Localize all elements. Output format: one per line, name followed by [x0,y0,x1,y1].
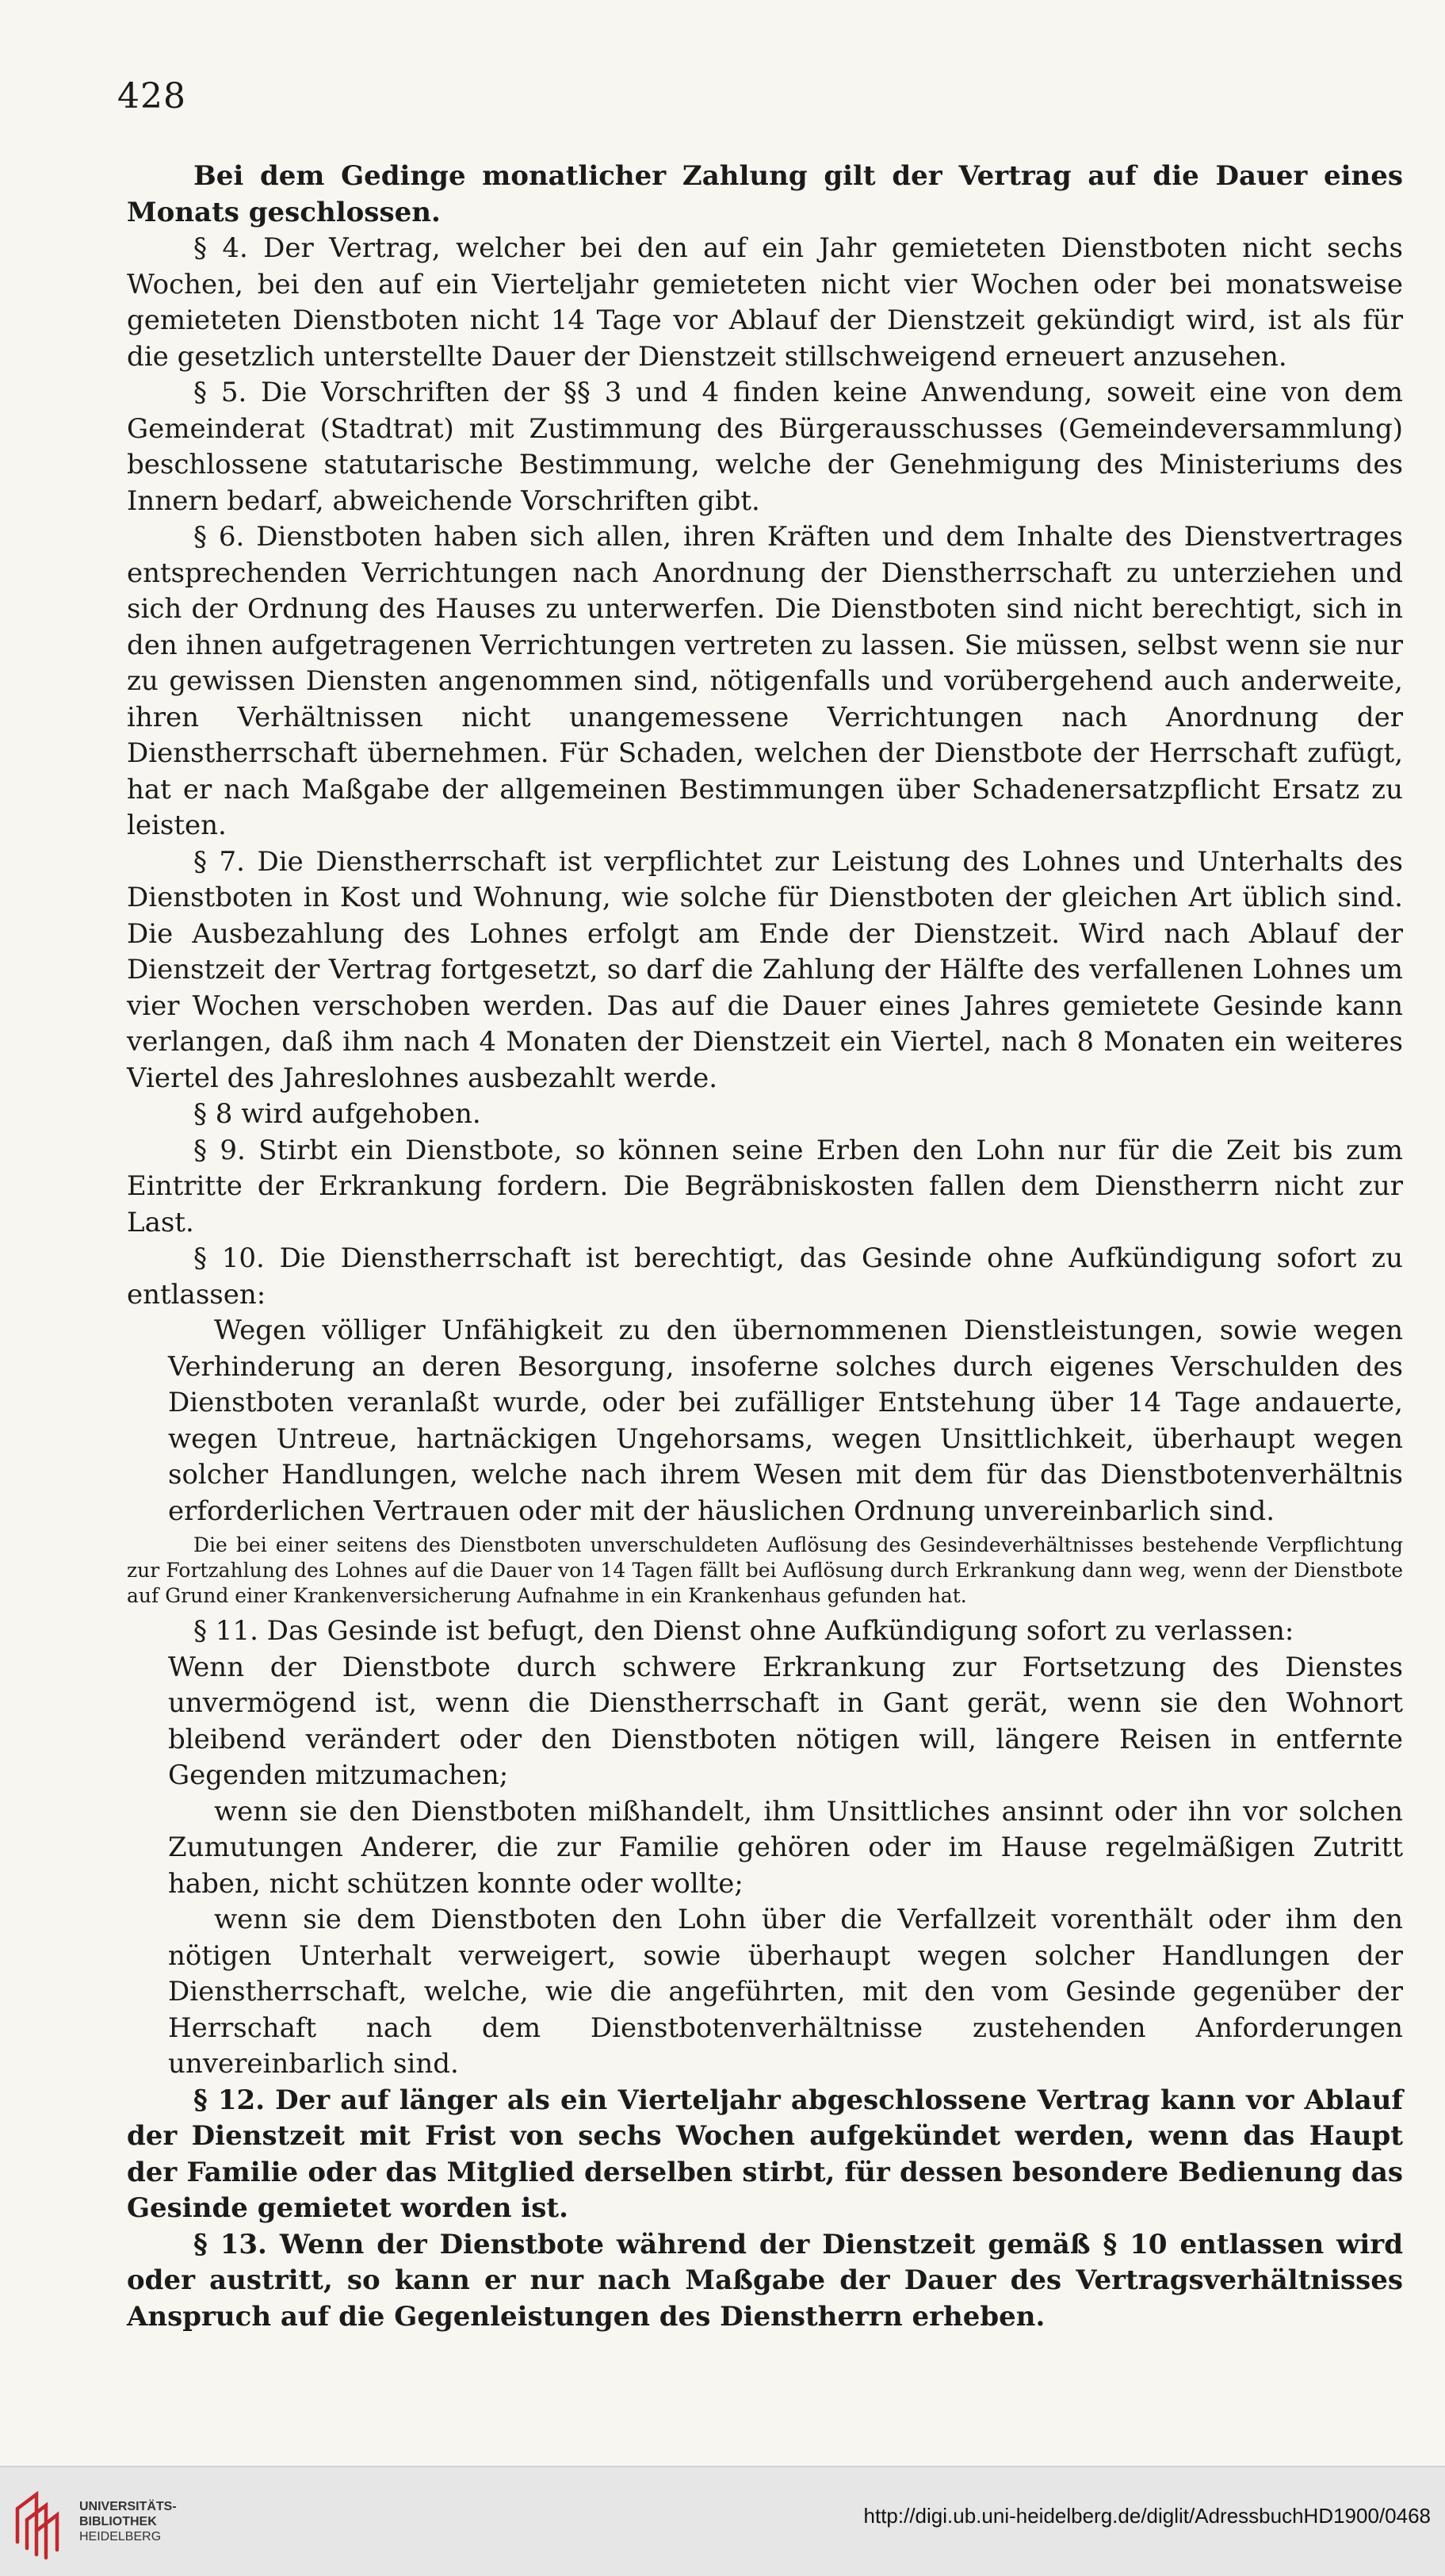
source-url-link[interactable]: http://digi.ub.uni-heidelberg.de/diglit/AdressbuchHD1900/0468 [863,2504,1431,2528]
paragraph-section-10-note: Die bei einer seitens des Dienstboten unverschuldeten Auflösung des Gesindeverhältnisses bestehende Verpflichtung zur Fortzahlung des Lohnes auf die Dauer von 14 Tagen fällt bei Auflösung durch Erkrankung dann weg, wenn der Dienstbote auf Grund einer Krankenversicherung Aufnahme in ein Krankenhaus gefunden hat. [127,1533,1403,1607]
library-name-line-3: HEIDELBERG [79,2530,162,2543]
paragraph-section-6: § 6. Dienstboten haben sich allen, ihren Kräften und dem Inhalte des Dienstvertrages entsprechenden Verrichtungen nach Anordnung der Dienstherrschaft zu unterziehen und sich der Ordnung des Hauses zu unterwerfen. Die Dienstboten sind nicht berechtigt, sich in den ihnen aufgetragenen Verrichtungen vertreten zu lassen. Sie müssen, selbst wenn sie nur zu gewissen Diensten angenommen sind, nötigenfalls und vorübergehend auch anderweite, ihren Verhältnissen nicht unangemessene Verrichtungen nach Anordnung der Dienstherrschaft übernehmen. Für Schaden, welchen der Dienstbote der Herrschaft zufügt, hat er nach Maßgabe der allgemeinen Bestimmungen über Schadenersatzpflicht Ersatz zu leisten. [127,521,1403,841]
paragraph-section-7: § 7. Die Dienstherrschaft ist verpflichtet zur Leistung des Lohnes und Unterhalts des Dienstboten in Kost und Wohnung, wie solche für Dienstboten der gleichen Art üblich sind. Die Ausbezahlung des Lohnes erfolgt am Ende der Dienstzeit. Wird nach Ablauf der Dienstzeit der Vertrag fortgesetzt, so darf die Zahlung der Hälfte des verfallenen Lohnes um vier Wochen verschoben werden. Das auf die Dauer eines Jahres gemietete Gesinde kann verlangen, daß ihm nach 4 Monaten der Dienstzeit ein Viertel, nach 8 Monaten ein weiteres Viertel des Jahreslohnes ausbezahlt werde. [127,845,1403,1094]
paragraph-section-13: § 13. Wenn der Dienstbote während der Dienstzeit gemäß § 10 entlassen wird oder austritt, so kann er nur nach Maßgabe der Dauer des Vertragsverhältnisses Anspruch auf die Gegenleistungen des Dienstherrn erheben. [127,2228,1403,2333]
heidelberg-university-library-logo-icon[interactable] [11,2485,67,2564]
paragraph-section-11-grounds-1: Wenn der Dienstbote durch schwere Erkrankung zur Fortsetzung des Dienstes unvermögend ist, wenn die Dienstherrschaft in Gant gerät, wenn sie den Wohnort bleibend verändert oder den Dienstboten nötigen will, längere Reisen in entfernte Gegenden mitzumachen; [168,1651,1403,1791]
viewer-footer-bar [0,2466,1445,2576]
document-body [127,159,1403,2335]
library-name-line-1: UNIVERSITÄTS- [79,2500,177,2513]
paragraph-section-12: § 12. Der auf länger als ein Vierteljahr abgeschlossene Vertrag kann vor Ablauf der Dienstzeit mit Frist von sechs Wochen aufgekündet werden, wenn das Haupt der Familie oder das Mitglied derselben stirbt, für dessen besondere Bedienung das Gesinde gemietet worden ist. [127,2084,1403,2224]
page-number: 428 [117,76,186,117]
paragraph-section-9: § 9. Stirbt ein Dienstbote, so können seine Erben den Lohn nur für die Zeit bis zum Eintritte der Erkrankung fordern. Die Begräbniskosten fallen dem Dienstherrn nicht zur Last. [127,1134,1403,1238]
paragraph-section-10: § 10. Die Dienstherrschaft ist berechtigt, das Gesinde ohne Aufkündigung sofort zu entlassen: [127,1242,1403,1311]
paragraph-section-10-grounds: Wegen völliger Unfähigkeit zu den übernommenen Dienstleistungen, sowie wegen Verhinderung an deren Besorgung, insoferne solches durch eigenes Verschulden des Dienstboten veranlaßt wurde, oder bei zufälliger Entstehung über 14 Tage andauerte, wegen Untreue, hartnäckigen Ungehorsams, wegen Unsittlichkeit, überhaupt wegen solcher Handlungen, welche nach ihrem Wesen mit dem für das Dienstbotenverhältnis erforderlichen Vertrauen oder mit der häuslichen Ordnung unvereinbarlich sind. [168,1315,1403,1527]
paragraph-monthly-payment: Bei dem Gedinge monatlicher Zahlung gilt der Vertrag auf die Dauer eines Monats geschlossen. [127,160,1403,228]
paragraph-section-8: § 8 wird aufgehoben. [193,1098,481,1130]
paragraph-section-11-grounds-2: wenn sie den Dienstboten mißhandelt, ihm Unsittliches ansinnt oder ihn vor solchen Zumutungen Anderer, die zur Familie gehören oder im Hause regelmäßigen Zutritt haben, nicht schützen konnte oder wollte; [168,1795,1403,1900]
paragraph-section-11: § 11. Das Gesinde ist befugt, den Dienst ohne Aufkündigung sofort zu verlassen: [193,1615,1294,1647]
paragraph-section-5: § 5. Die Vorschriften der §§ 3 und 4 finden keine Anwendung, soweit eine von dem Gemeinderat (Stadtrat) mit Zustimmung des Bürgerausschusses (Gemeindeversammlung) beschlossene statutarische Bestimmung, welche der Genehmigung des Ministeriums des Innern bedarf, abweichende Vorschriften gibt. [127,377,1403,517]
library-name-line-2: BIBLIOTHEK [79,2515,157,2528]
library-name [79,2499,177,2544]
paragraph-section-11-grounds-3: wenn sie dem Dienstboten den Lohn über die Verfallzeit vorenthält oder ihm den nötigen Unterhalt verweigert, sowie überhaupt wegen solcher Handlungen der Dienstherrschaft, welche, wie die angeführten, mit den vom Gesinde gegenüber der Herrschaft nach dem Dienstbotenverhältnisse zustehenden Anforderungen unvereinbarlich sind. [168,1904,1403,2080]
paragraph-section-4: § 4. Der Vertrag, welcher bei den auf ein Jahr gemieteten Dienstboten nicht sechs Wochen, bei den auf ein Vierteljahr gemieteten nicht vier Wochen oder bei monatsweise gemieteten Dienstboten nicht 14 Tage vor Ablauf der Dienstzeit gekündigt wird, ist als für die gesetzlich unterstellte Dauer der Dienstzeit stillschweigend erneuert anzusehen. [127,232,1403,373]
